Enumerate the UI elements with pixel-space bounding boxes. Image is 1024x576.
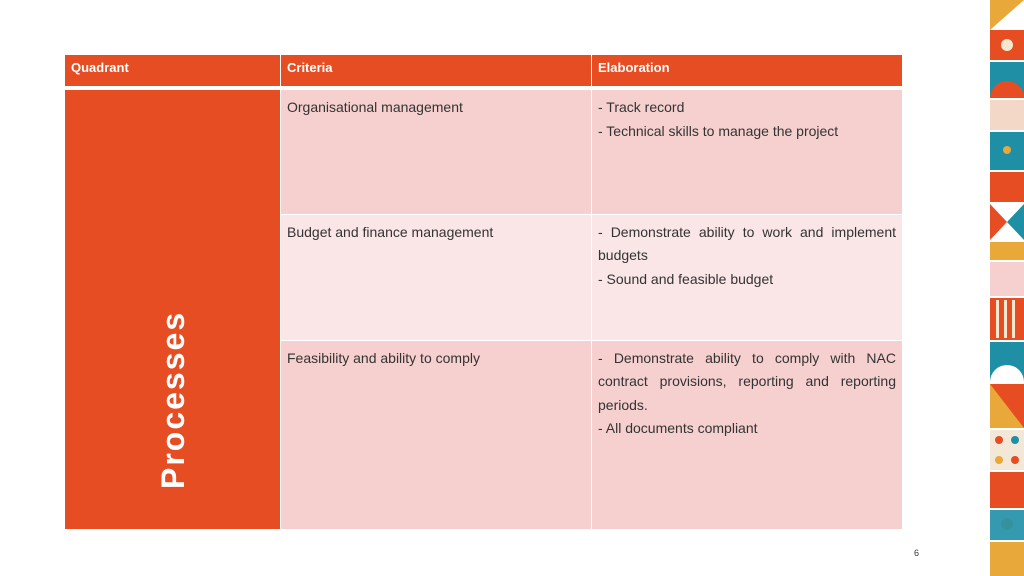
table-header-row — [65, 55, 903, 89]
elaboration-line: - Demonstrate ability to work and implement budgets — [598, 223, 896, 263]
criteria-cell: Feasibility and ability to comply — [281, 340, 592, 530]
criteria-table — [64, 54, 903, 530]
criteria-cell: Organisational management — [281, 88, 592, 214]
header-quadrant: Quadrant — [65, 55, 281, 89]
quadrant-cell — [65, 88, 281, 530]
page-number: 6 — [914, 548, 920, 558]
elaboration-cell — [592, 214, 903, 340]
elaboration-cell — [592, 340, 903, 530]
quadrant-label: Processes — [154, 310, 191, 489]
criteria-table-container — [64, 54, 902, 530]
table-row — [65, 88, 903, 214]
elaboration-line: - Technical skills to manage the project — [598, 122, 839, 139]
elaboration-line: - Sound and feasible budget — [598, 270, 774, 287]
criteria-cell: Budget and finance management — [281, 214, 592, 340]
header-elaboration: Elaboration — [592, 55, 903, 89]
elaboration-line: - Demonstrate ability to comply with NAC contract provisions, reporting and reporting periods. — [598, 349, 896, 413]
decorative-pattern-strip — [990, 0, 1024, 576]
elaboration-line: - All documents compliant — [598, 420, 758, 436]
elaboration-line: - Track record — [598, 99, 685, 115]
elaboration-cell — [592, 88, 903, 214]
header-criteria: Criteria — [281, 55, 592, 89]
